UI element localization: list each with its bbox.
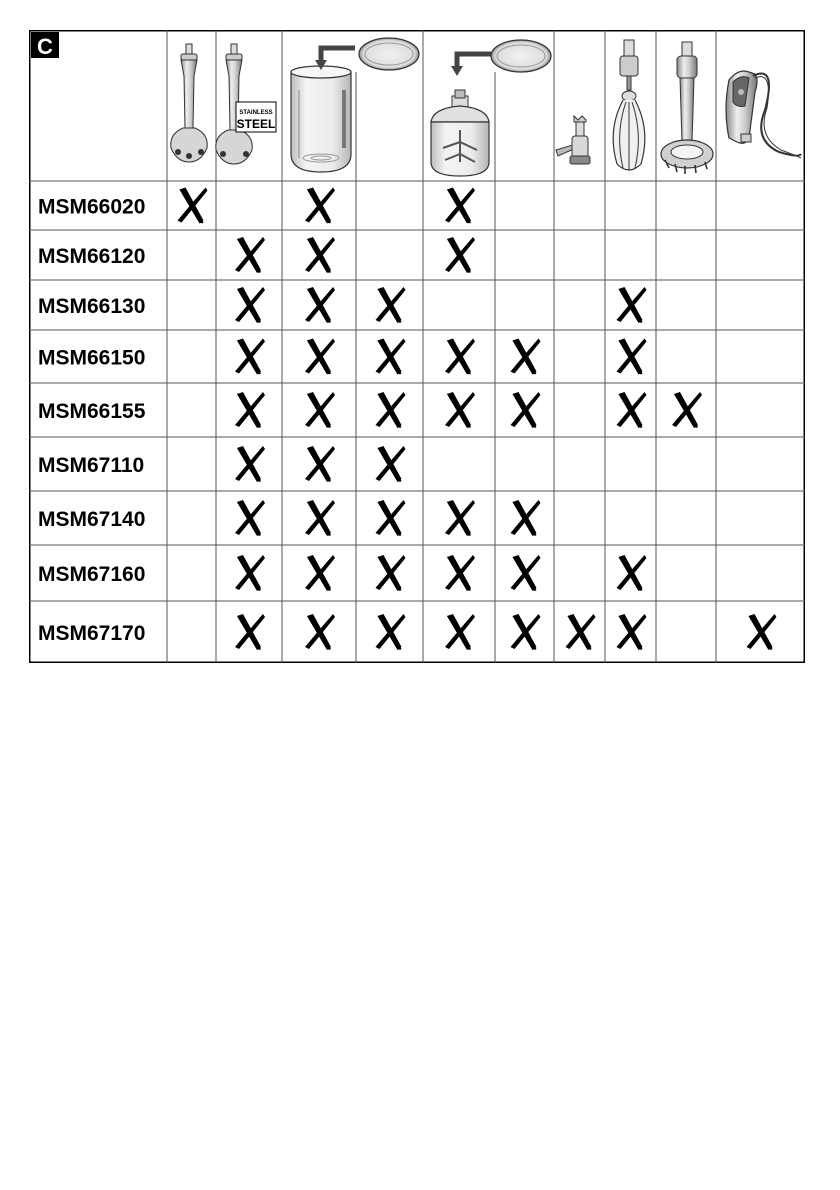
model-label: MSM67140: [38, 508, 146, 531]
blender-jug-icon: [291, 66, 351, 172]
svg-text:STAINLESS: STAINLESS: [239, 110, 273, 116]
model-label: MSM66155: [38, 400, 146, 423]
model-label: MSM67170: [38, 622, 146, 645]
stainless-steel-badge: [236, 102, 276, 132]
model-label: MSM67160: [38, 563, 146, 586]
model-label: MSM66130: [38, 295, 146, 318]
section-label-badge: [31, 32, 59, 59]
svg-text:STEEL: STEEL: [236, 117, 276, 131]
model-label: MSM66120: [38, 245, 146, 268]
model-label: MSM67110: [38, 454, 145, 477]
accessory-compatibility-table: [29, 30, 805, 663]
model-label: MSM66020: [38, 195, 146, 219]
section-label: C: [37, 34, 53, 59]
model-label: MSM66150: [38, 346, 146, 370]
